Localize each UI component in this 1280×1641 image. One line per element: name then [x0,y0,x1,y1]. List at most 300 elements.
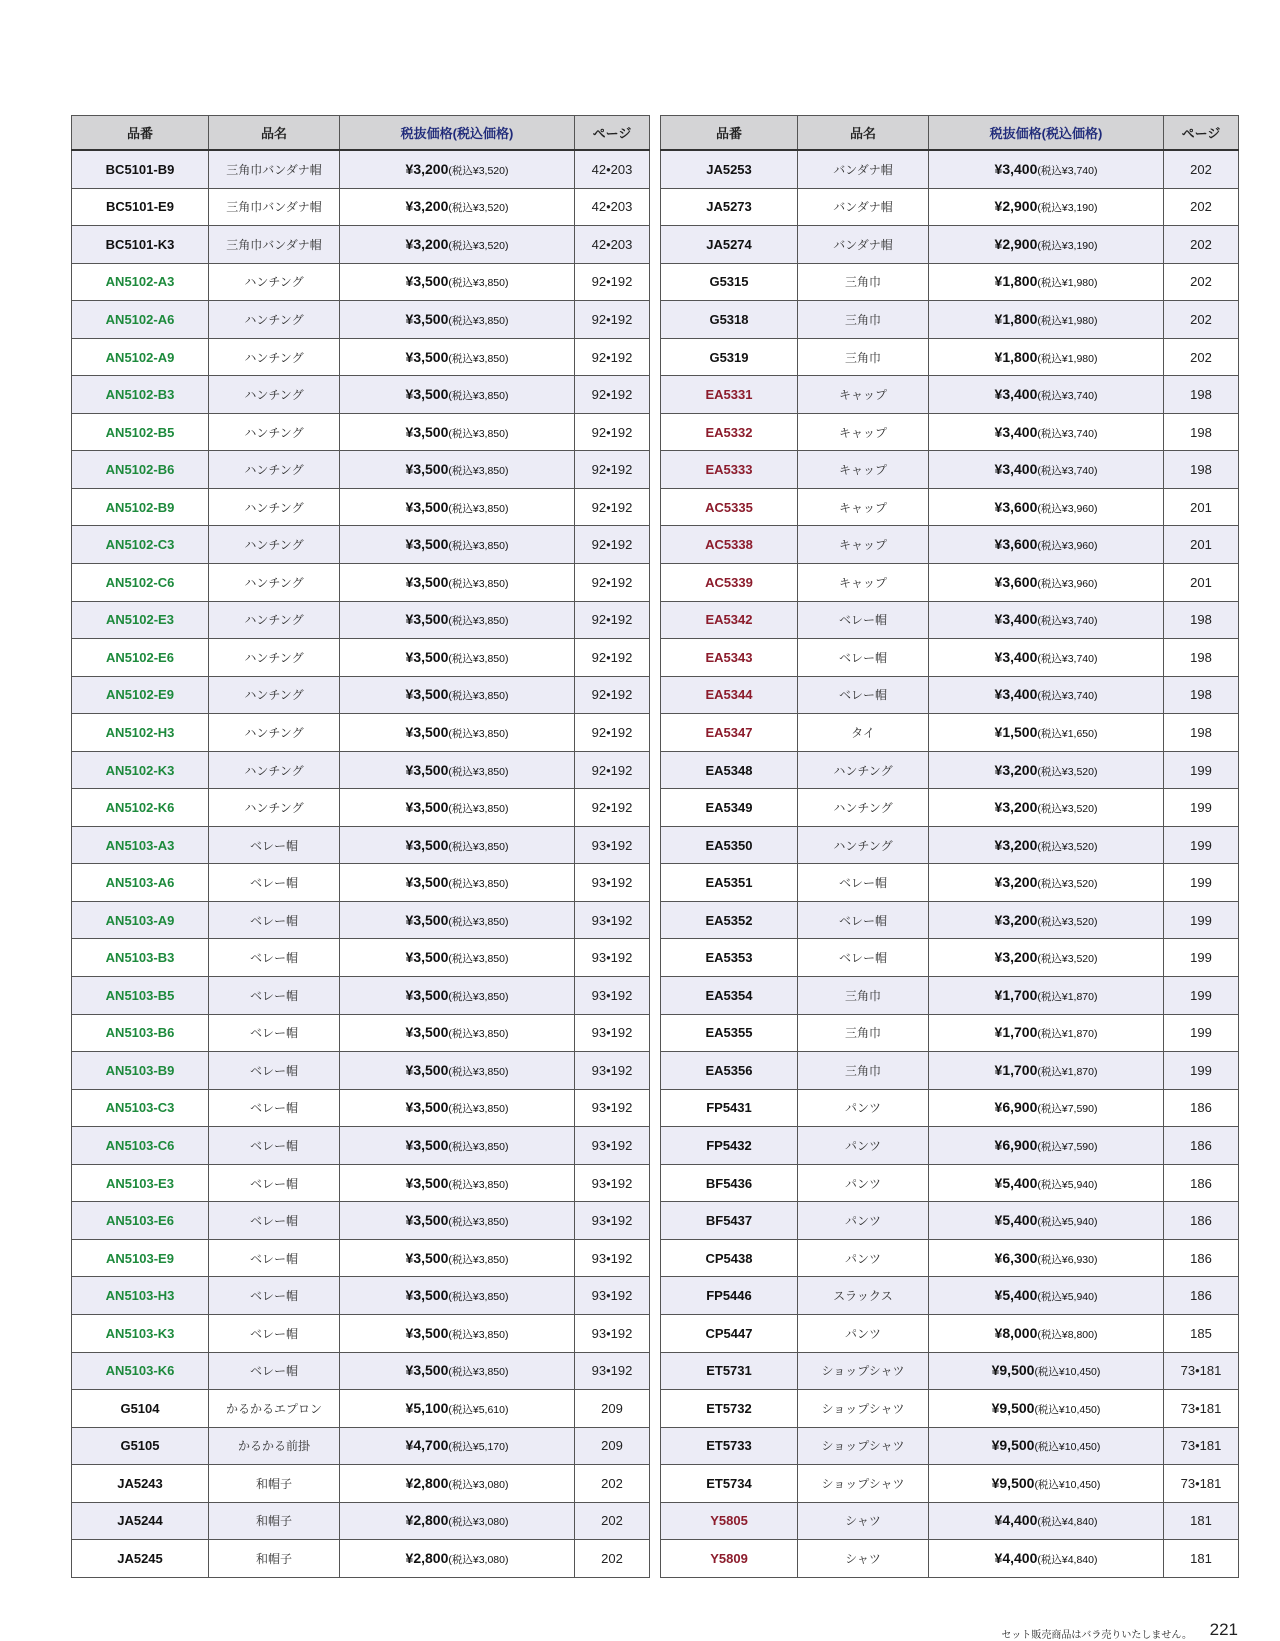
table-row [72,1014,650,1052]
price-excl-tax: ¥3,400 [994,386,1038,403]
price-incl-tax: (税込¥3,520) [1037,953,1098,966]
product-name: パンツ [798,1127,929,1165]
catalog-page: 92•192 [575,263,650,301]
price-incl-tax: (税込¥3,850) [448,352,509,365]
table-row [72,864,650,902]
price-incl-tax: (税込¥5,940) [1037,1216,1098,1229]
price-cell [340,939,575,977]
catalog-page: 181 [1164,1502,1239,1540]
product-code: ET5733 [661,1427,798,1465]
price-excl-tax: ¥2,800 [405,1474,449,1491]
catalog-page: 185 [1164,1314,1239,1352]
price-excl-tax: ¥3,500 [405,310,449,327]
price-cell [929,789,1164,827]
catalog-page: 181 [1164,1540,1239,1578]
price-excl-tax: ¥3,500 [405,836,449,853]
table-header-row [72,116,650,151]
table-body-left [72,150,650,1577]
table-row [72,1390,650,1428]
product-name: ハンチング [209,601,340,639]
page-number: 221 [1209,1620,1238,1639]
product-name: ハンチング [209,789,340,827]
price-cell [340,1390,575,1428]
catalog-page: 186 [1164,1239,1239,1277]
price-incl-tax: (税込¥3,850) [448,1065,509,1078]
catalog-page: 93•192 [575,826,650,864]
table-row [72,564,650,602]
catalog-page: 209 [575,1390,650,1428]
catalog-page: 93•192 [575,1314,650,1352]
price-excl-tax: ¥3,400 [994,423,1038,440]
product-code: AN5102-A6 [72,301,209,339]
catalog-page: 93•192 [575,977,650,1015]
header-code: 品番 [72,116,209,151]
price-incl-tax: (税込¥3,520) [448,164,509,177]
product-name: 和帽子 [209,1502,340,1540]
product-code: AN5102-K3 [72,751,209,789]
catalog-page: 93•192 [575,939,650,977]
price-incl-tax: (税込¥3,190) [1037,239,1098,252]
table-row [72,1314,650,1352]
product-name: 三角巾バンダナ帽 [209,150,340,188]
product-name: ハンチング [209,376,340,414]
product-name: パンツ [798,1239,929,1277]
catalog-page: 42•203 [575,150,650,188]
table-row [661,939,1239,977]
price-incl-tax: (税込¥3,520) [448,239,509,252]
catalog-page: 199 [1164,977,1239,1015]
price-excl-tax: ¥3,500 [405,461,449,478]
product-code: JA5273 [661,188,798,226]
price-excl-tax: ¥3,400 [994,611,1038,628]
product-name: 和帽子 [209,1540,340,1578]
price-incl-tax: (税込¥3,850) [448,765,509,778]
header-price: 税抜価格(税込価格) [929,116,1164,151]
price-cell [929,639,1164,677]
catalog-page: 202 [575,1465,650,1503]
catalog-page: 198 [1164,413,1239,451]
product-code: JA5244 [72,1502,209,1540]
price-cell [340,1465,575,1503]
table-row [661,714,1239,752]
price-excl-tax: ¥3,200 [994,836,1038,853]
catalog-page: 93•192 [575,1352,650,1390]
price-excl-tax: ¥3,600 [994,573,1038,590]
product-name: ベレー帽 [209,1202,340,1240]
catalog-page: 42•203 [575,226,650,264]
product-code: G5319 [661,338,798,376]
product-code: JA5253 [661,150,798,188]
price-excl-tax: ¥1,700 [994,986,1038,1003]
price-excl-tax: ¥2,800 [405,1550,449,1566]
product-name: シャツ [798,1502,929,1540]
price-excl-tax: ¥3,400 [994,686,1038,703]
product-code: AN5102-B6 [72,451,209,489]
price-excl-tax: ¥3,500 [405,686,449,703]
table-row [661,1164,1239,1202]
price-cell [340,188,575,226]
product-name: ショップシャツ [798,1465,929,1503]
product-name: バンダナ帽 [798,188,929,226]
catalog-page: 202 [575,1540,650,1578]
price-excl-tax: ¥3,500 [405,986,449,1003]
product-name: ハンチング [209,338,340,376]
product-name: ベレー帽 [209,1277,340,1315]
price-incl-tax: (税込¥3,850) [448,1366,509,1379]
price-incl-tax: (税込¥3,850) [448,953,509,966]
catalog-page: 198 [1164,376,1239,414]
price-excl-tax: ¥1,500 [994,723,1038,740]
price-excl-tax: ¥2,900 [994,198,1038,215]
product-name: キャップ [798,526,929,564]
price-cell [340,1540,575,1578]
product-code: AN5102-C3 [72,526,209,564]
footer-note: セット販売商品はバラ売りいたしません。 [1001,1630,1192,1641]
product-code: AN5103-A6 [72,864,209,902]
price-cell [929,1089,1164,1127]
price-cell [929,1164,1164,1202]
product-code: CP5447 [661,1314,798,1352]
catalog-page: 199 [1164,939,1239,977]
catalog-page: 202 [1164,226,1239,264]
table-row [72,1502,650,1540]
price-excl-tax: ¥3,400 [994,461,1038,478]
table-row [661,188,1239,226]
price-cell [340,1202,575,1240]
table-header-row [661,116,1239,151]
product-code: AN5103-K6 [72,1352,209,1390]
price-incl-tax: (税込¥3,520) [1037,765,1098,778]
product-code: EA5349 [661,789,798,827]
product-name: ハンチング [209,526,340,564]
price-cell [929,413,1164,451]
catalog-page: 201 [1164,564,1239,602]
price-excl-tax: ¥2,800 [405,1512,449,1529]
price-excl-tax: ¥3,500 [405,1136,449,1153]
price-incl-tax: (税込¥3,850) [448,840,509,853]
catalog-page: 73•181 [1164,1352,1239,1390]
price-cell [340,1239,575,1277]
table-row [661,376,1239,414]
product-name: 三角巾 [798,338,929,376]
price-cell [340,338,575,376]
price-incl-tax: (税込¥3,850) [448,277,509,290]
price-incl-tax: (税込¥5,610) [448,1403,509,1416]
table-row [661,977,1239,1015]
product-name: ベレー帽 [209,1052,340,1090]
price-incl-tax: (税込¥3,850) [448,465,509,478]
price-incl-tax: (税込¥3,190) [1037,202,1098,215]
catalog-page: 93•192 [575,1127,650,1165]
product-name: ハンチング [209,263,340,301]
product-code: AN5103-C3 [72,1089,209,1127]
table-row [661,751,1239,789]
product-name: キャップ [798,564,929,602]
price-cell [340,1427,575,1465]
product-code: AN5103-C6 [72,1127,209,1165]
table-row [661,226,1239,264]
table-row [661,1352,1239,1390]
price-incl-tax: (税込¥3,520) [1037,803,1098,816]
price-incl-tax: (税込¥3,850) [448,690,509,703]
price-incl-tax: (税込¥3,850) [448,577,509,590]
product-code: Y5809 [661,1540,798,1578]
price-incl-tax: (税込¥5,170) [448,1441,509,1454]
price-cell [340,1052,575,1090]
product-code: AC5338 [661,526,798,564]
product-code: ET5731 [661,1352,798,1390]
product-code: FP5431 [661,1089,798,1127]
price-cell [340,1089,575,1127]
price-excl-tax: ¥5,400 [994,1212,1038,1229]
product-code: AN5102-E6 [72,639,209,677]
price-cell [929,263,1164,301]
table-row [661,1390,1239,1428]
product-code: EA5352 [661,901,798,939]
table-row [661,338,1239,376]
product-code: AN5102-E3 [72,601,209,639]
price-cell [929,1502,1164,1540]
product-code: G5105 [72,1427,209,1465]
product-code: G5318 [661,301,798,339]
product-code: EA5350 [661,826,798,864]
product-name: ベレー帽 [209,1127,340,1165]
price-excl-tax: ¥5,100 [405,1399,449,1416]
price-excl-tax: ¥3,500 [405,1061,449,1078]
product-code: AN5103-B5 [72,977,209,1015]
price-cell [929,1390,1164,1428]
catalog-page: 202 [1164,263,1239,301]
product-name: ハンチング [209,564,340,602]
price-excl-tax: ¥3,500 [405,348,449,365]
price-incl-tax: (税込¥1,870) [1037,990,1098,1003]
product-code: AN5102-C6 [72,564,209,602]
product-code: EA5342 [661,601,798,639]
table-row [661,301,1239,339]
price-incl-tax: (税込¥3,850) [448,1291,509,1304]
product-code: BF5436 [661,1164,798,1202]
table-row [72,1427,650,1465]
header-page: ページ [575,116,650,151]
header-name: 品名 [209,116,340,151]
price-cell [929,488,1164,526]
price-cell [929,301,1164,339]
price-excl-tax: ¥3,400 [994,160,1038,177]
product-name: バンダナ帽 [798,150,929,188]
price-excl-tax: ¥9,500 [991,1362,1035,1379]
price-cell [340,714,575,752]
product-name: かるかるエプロン [209,1390,340,1428]
product-name: ベレー帽 [209,1164,340,1202]
catalog-page: 92•192 [575,451,650,489]
price-excl-tax: ¥5,400 [994,1287,1038,1304]
catalog-page: 202 [575,1502,650,1540]
price-excl-tax: ¥9,500 [991,1474,1035,1491]
table-row [72,1352,650,1390]
catalog-page: 198 [1164,676,1239,714]
table-row [72,1052,650,1090]
price-incl-tax: (税込¥3,080) [448,1516,509,1529]
catalog-page: 199 [1164,751,1239,789]
price-excl-tax: ¥9,500 [991,1437,1035,1454]
price-cell [340,1352,575,1390]
table-row [72,714,650,752]
product-code: AC5339 [661,564,798,602]
price-incl-tax: (税込¥3,850) [448,990,509,1003]
product-code: BF5437 [661,1202,798,1240]
price-cell [340,601,575,639]
price-excl-tax: ¥4,400 [994,1550,1038,1566]
table-row [661,1540,1239,1578]
product-code: JA5243 [72,1465,209,1503]
price-excl-tax: ¥3,500 [405,423,449,440]
price-incl-tax: (税込¥3,740) [1037,465,1098,478]
product-code: EA5353 [661,939,798,977]
price-incl-tax: (税込¥3,960) [1037,502,1098,515]
price-excl-tax: ¥3,500 [405,1362,449,1379]
price-table-right [660,115,1239,1578]
price-cell [929,1202,1164,1240]
product-name: ハンチング [209,413,340,451]
table-row [661,413,1239,451]
product-name: ハンチング [209,488,340,526]
table-row [661,488,1239,526]
product-name: ベレー帽 [209,1239,340,1277]
table-row [72,676,650,714]
product-name: タイ [798,714,929,752]
price-cell [929,901,1164,939]
price-excl-tax: ¥3,500 [405,1287,449,1304]
catalog-page: 93•192 [575,1089,650,1127]
table-row [72,901,650,939]
price-excl-tax: ¥1,700 [994,1061,1038,1078]
catalog-page: 186 [1164,1164,1239,1202]
price-table-left [71,115,650,1578]
price-incl-tax: (税込¥3,740) [1037,615,1098,628]
price-excl-tax: ¥3,400 [994,648,1038,665]
price-incl-tax: (税込¥3,850) [448,915,509,928]
table-row [661,601,1239,639]
product-code: JA5274 [661,226,798,264]
price-incl-tax: (税込¥3,850) [448,1178,509,1191]
catalog-page: 92•192 [575,488,650,526]
product-name: パンツ [798,1314,929,1352]
table-row [661,263,1239,301]
product-name: ハンチング [798,751,929,789]
table-row [661,1089,1239,1127]
price-cell [340,263,575,301]
price-cell [929,977,1164,1015]
price-cell [340,150,575,188]
catalog-page: 199 [1164,1052,1239,1090]
price-cell [929,1352,1164,1390]
product-code: EA5351 [661,864,798,902]
product-name: 三角巾 [798,1052,929,1090]
table-row [661,451,1239,489]
table-row [72,1164,650,1202]
product-code: EA5331 [661,376,798,414]
product-code: ET5734 [661,1465,798,1503]
price-incl-tax: (税込¥3,850) [448,727,509,740]
catalog-page: 202 [1164,188,1239,226]
price-incl-tax: (税込¥3,740) [1037,427,1098,440]
product-name: 和帽子 [209,1465,340,1503]
price-excl-tax: ¥1,800 [994,348,1038,365]
product-code: AN5103-E6 [72,1202,209,1240]
table-row [661,1427,1239,1465]
product-code: AN5102-B3 [72,376,209,414]
catalog-page: 199 [1164,864,1239,902]
catalog-page: 73•181 [1164,1390,1239,1428]
price-incl-tax: (税込¥10,450) [1034,1366,1101,1379]
product-code: AN5103-E9 [72,1239,209,1277]
product-name: ハンチング [209,451,340,489]
catalog-page: 186 [1164,1089,1239,1127]
product-name: ハンチング [209,639,340,677]
catalog-page: 201 [1164,526,1239,564]
table-row [661,1314,1239,1352]
product-name: バンダナ帽 [798,226,929,264]
product-code: EA5356 [661,1052,798,1090]
price-cell [929,376,1164,414]
product-code: JA5245 [72,1540,209,1578]
price-excl-tax: ¥1,800 [994,310,1038,327]
product-code: Y5805 [661,1502,798,1540]
product-code: AN5102-B9 [72,488,209,526]
table-row [661,1202,1239,1240]
price-incl-tax: (税込¥4,840) [1037,1516,1098,1529]
price-incl-tax: (税込¥3,850) [448,1140,509,1153]
price-cell [340,1502,575,1540]
price-cell [340,1277,575,1315]
product-code: EA5344 [661,676,798,714]
catalog-page: 199 [1164,826,1239,864]
table-row [72,338,650,376]
price-cell [929,150,1164,188]
price-incl-tax: (税込¥3,740) [1037,164,1098,177]
product-code: CP5438 [661,1239,798,1277]
price-excl-tax: ¥3,500 [405,1249,449,1266]
price-excl-tax: ¥3,200 [994,761,1038,778]
product-name: ハンチング [209,714,340,752]
product-name: 三角巾バンダナ帽 [209,226,340,264]
table-row [72,376,650,414]
product-code: EA5354 [661,977,798,1015]
price-incl-tax: (税込¥3,850) [448,1216,509,1229]
price-excl-tax: ¥3,500 [405,1212,449,1229]
product-name: キャップ [798,413,929,451]
product-code: G5315 [661,263,798,301]
price-cell [929,1127,1164,1165]
price-excl-tax: ¥6,900 [994,1136,1038,1153]
price-excl-tax: ¥3,500 [405,536,449,553]
table-row [72,939,650,977]
price-cell [929,751,1164,789]
catalog-page: 93•192 [575,1164,650,1202]
price-incl-tax: (税込¥3,850) [448,1103,509,1116]
header-code: 品番 [661,116,798,151]
catalog-page: 92•192 [575,301,650,339]
catalog-page: 93•192 [575,864,650,902]
product-name: ショップシャツ [798,1390,929,1428]
price-incl-tax: (税込¥3,850) [448,502,509,515]
product-name: 三角巾 [798,263,929,301]
catalog-page: 202 [1164,338,1239,376]
price-incl-tax: (税込¥3,520) [1037,878,1098,891]
price-cell [340,1014,575,1052]
catalog-page: 209 [575,1427,650,1465]
table-row [661,1127,1239,1165]
